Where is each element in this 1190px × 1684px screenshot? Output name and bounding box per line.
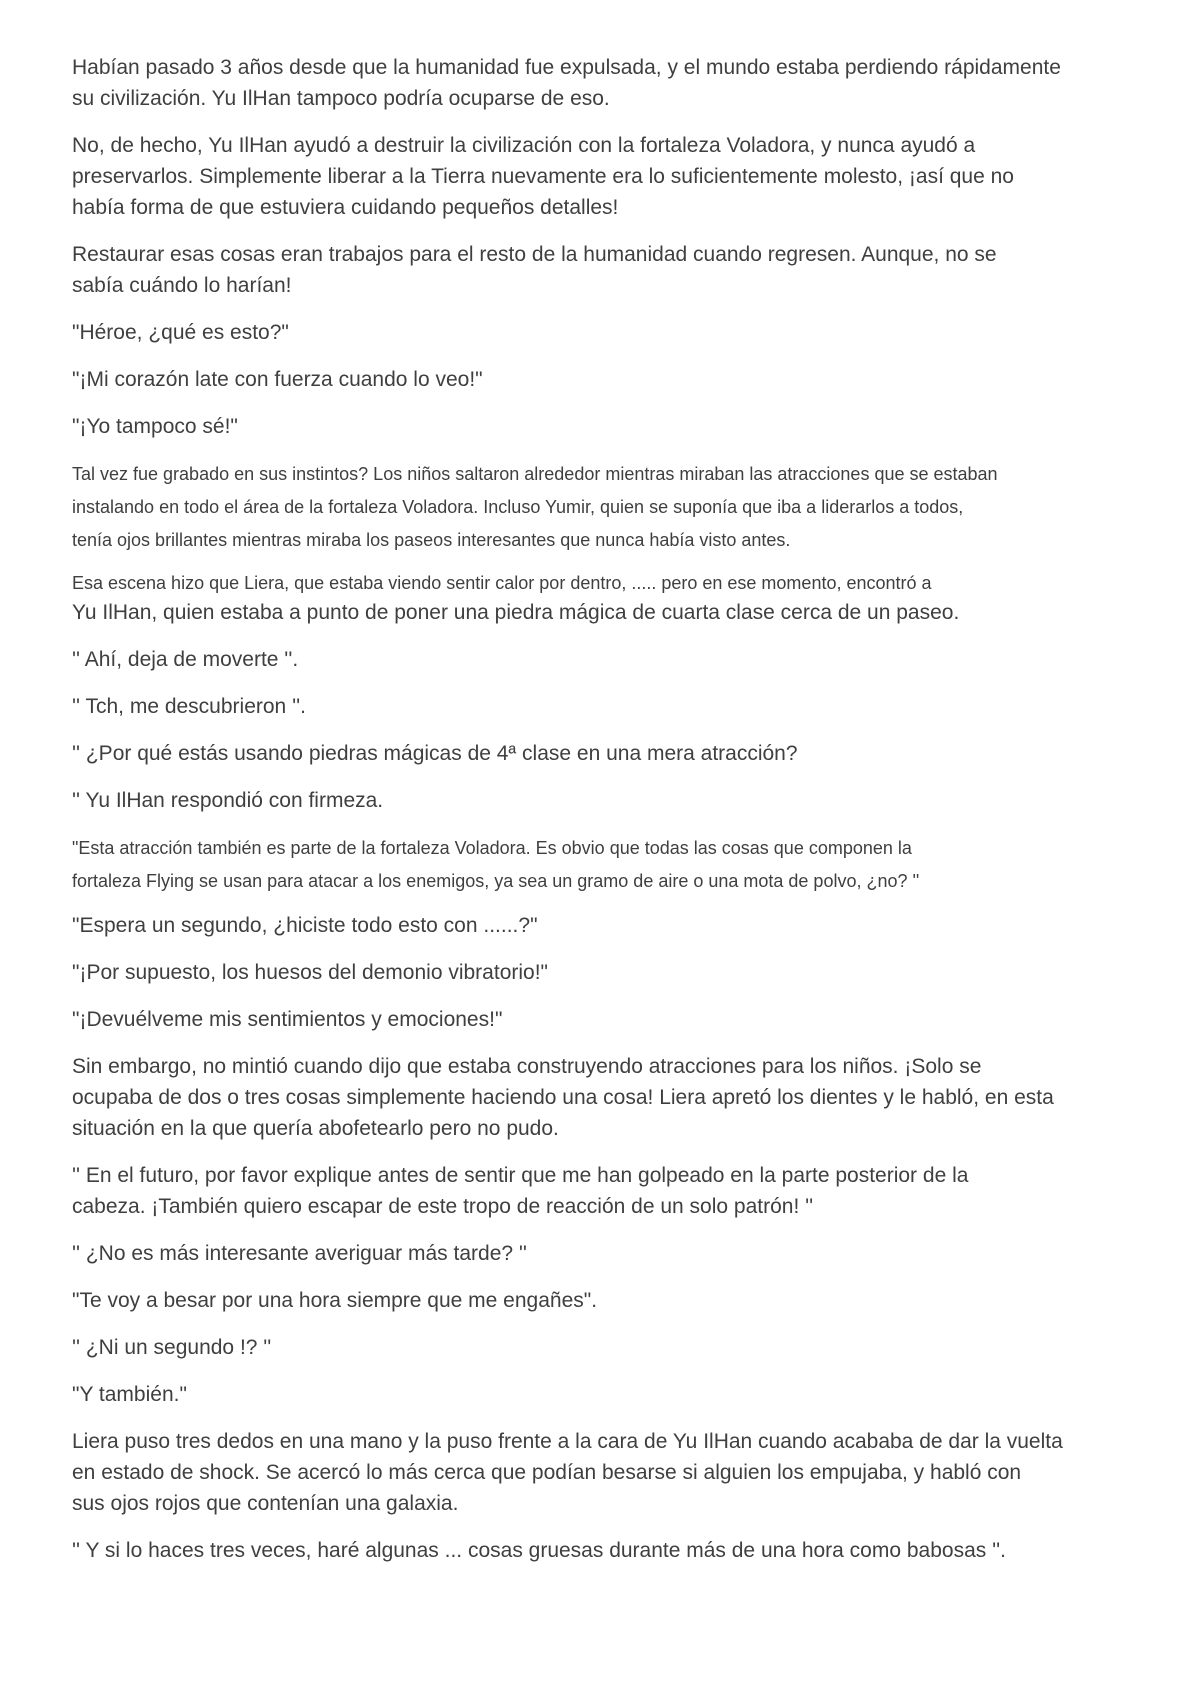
text-line: su civilización. Yu IlHan tampoco podría ocuparse de eso. [72,87,610,110]
text-line: '' En el futuro, por favor explique antes de sentir que me han golpeado en la parte posterior de la [72,1164,969,1187]
dialogue-line [72,691,1122,722]
document-body [72,52,1122,1566]
text-line: "¡Mi corazón late con fuerza cuando lo veo!" [72,368,483,391]
text-line: "Te voy a besar por una hora siempre que me engañes". [72,1289,598,1312]
paragraph-2 [72,130,1122,223]
text-line: "Espera un segundo, ¿hiciste todo esto con ......?" [72,914,538,937]
text-line: Liera puso tres dedos en una mano y la puso frente a la cara de Yu IlHan cuando acababa de dar la vuelta [72,1430,1063,1453]
text-line: '' Y si lo haces tres veces, haré algunas ... cosas gruesas durante más de una hora como babosas ''. [72,1539,1006,1562]
dialogue-line [72,785,1122,816]
text-line: "Esta atracción también es parte de la fortaleza Voladora. Es obvio que todas las cosas que componen la [72,838,912,858]
text-line: '' Tch, me descubrieron ''. [72,695,306,718]
text-line: Yu IlHan, quien estaba a punto de poner una piedra mágica de cuarta clase cerca de un paseo. [72,601,960,624]
dialogue-line [72,317,1122,348]
text-line: Habían pasado 3 años desde que la humanidad fue expulsada, y el mundo estaba perdiendo rápidamente [72,56,1061,79]
dialogue-line [72,364,1122,395]
paragraph-4 [72,1051,1122,1144]
text-line: Sin embargo, no mintió cuando dijo que estaba construyendo atracciones para los niños. ¡Solo se [72,1055,982,1078]
text-line: en estado de shock. Se acercó lo más cerca que podían besarse si alguien los empujaba, y habló con [72,1461,1022,1484]
text-line: ocupaba de dos o tres cosas simplemente haciendo una cosa! Liera apretó los dientes y le habló, en esta [72,1086,1054,1109]
paragraph-small-2 [72,832,1122,898]
text-line: preservarlos. Simplemente liberar a la Tierra nuevamente era lo suficientemente molesto, ¡así que no [72,165,1014,188]
paragraph-small-1 [72,458,1122,557]
dialogue-line [72,1332,1122,1363]
text-line: "Héroe, ¿qué es esto?" [72,321,289,344]
text-line: '' Yu IlHan respondió con firmeza. [72,789,384,812]
dialogue-line [72,1285,1122,1316]
text-line: '' ¿Por qué estás usando piedras mágicas de 4ª clase en una mera atracción? [72,742,798,765]
text-line: tenía ojos brillantes mientras miraba los paseos interesantes que nunca había visto antes. [72,530,791,550]
dialogue-line [72,1238,1122,1269]
text-line: '' ¿Ni un segundo !? '' [72,1336,272,1359]
text-line: "Y también." [72,1383,187,1406]
paragraph-1 [72,52,1122,114]
text-line: sus ojos rojos que contenían una galaxia. [72,1492,459,1515]
text-line: '' Ahí, deja de moverte ''. [72,648,299,671]
paragraph-mixed [72,569,1122,628]
dialogue-line [72,738,1122,769]
text-line: "¡Yo tampoco sé!" [72,415,238,438]
dialogue-line [72,1535,1122,1566]
paragraph-3 [72,239,1122,301]
text-line: No, de hecho, Yu IlHan ayudó a destruir la civilización con la fortaleza Voladora, y nunca ayudó a [72,134,976,157]
dialogue-line [72,910,1122,941]
dialogue-line [72,411,1122,442]
text-line: cabeza. ¡También quiero escapar de este tropo de reacción de un solo patrón! '' [72,1195,814,1218]
text-line: Esa escena hizo que Liera, que estaba viendo sentir calor por dentro, ..... pero en ese momento, encontró a [72,573,932,593]
text-line: había forma de que estuviera cuidando pequeños detalles! [72,196,619,219]
text-line: instalando en todo el área de la fortaleza Voladora. Incluso Yumir, quien se suponía que iba a liderarlos a todos, [72,497,964,517]
text-line: fortaleza Flying se usan para atacar a los enemigos, ya sea un gramo de aire o una mota de polvo, ¿no? '' [72,871,920,891]
text-line: "¡Devuélveme mis sentimientos y emociones!" [72,1008,503,1031]
text-line: Restaurar esas cosas eran trabajos para el resto de la humanidad cuando regresen. Aunque, no se [72,243,997,266]
text-line: sabía cuándo lo harían! [72,274,292,297]
dialogue-line [72,644,1122,675]
text-line: Tal vez fue grabado en sus instintos? Los niños saltaron alrededor mientras miraban las atracciones que se estaban [72,464,998,484]
text-line: "¡Por supuesto, los huesos del demonio vibratorio!" [72,961,548,984]
paragraph-5 [72,1160,1122,1222]
dialogue-line [72,957,1122,988]
dialogue-line [72,1004,1122,1035]
text-line: '' ¿No es más interesante averiguar más tarde? '' [72,1242,527,1265]
text-line: situación en la que quería abofetearlo pero no pudo. [72,1117,559,1140]
dialogue-line [72,1379,1122,1410]
paragraph-6 [72,1426,1122,1519]
